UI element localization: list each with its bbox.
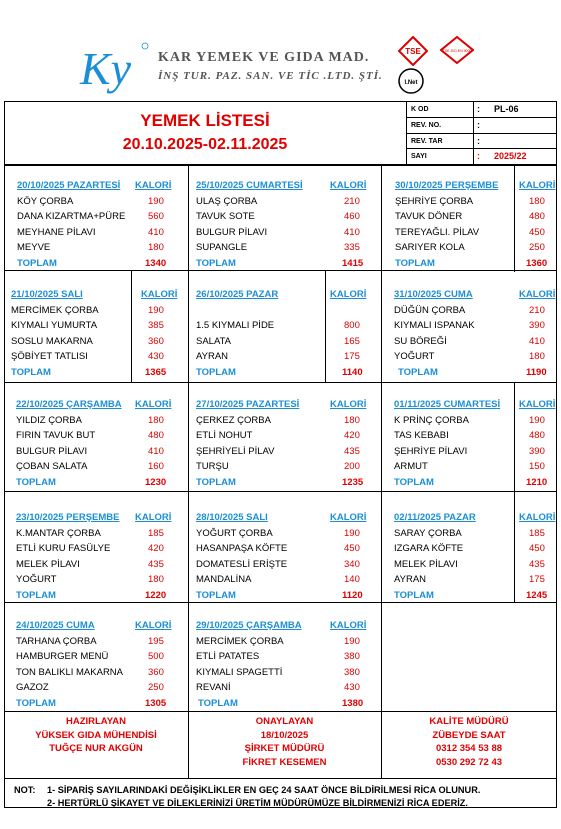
- menu-item-calorie: 150: [529, 461, 545, 472]
- menu-item: ETLİ PATATES: [196, 651, 260, 662]
- menu-item-calorie: 560: [148, 211, 164, 222]
- rev-date-colon: :: [477, 136, 480, 146]
- menu-item: MELEK PİLAVI: [16, 558, 80, 570]
- total-calorie: 1230: [145, 476, 167, 488]
- menu-item-calorie: 430: [344, 682, 360, 693]
- calorie-header: KALORİ: [135, 180, 172, 191]
- menu-item-calorie: 410: [344, 226, 360, 238]
- menu-item-calorie: 460: [344, 211, 360, 222]
- rev-date-label: REV. TAR: [411, 138, 443, 145]
- day-header: 01/11/2025 CUMARTESİ: [394, 399, 501, 410]
- menu-item: REVANİ: [196, 682, 231, 693]
- quality-title: KALİTE MÜDÜRÜ: [429, 716, 509, 727]
- company-logo: [78, 38, 150, 96]
- day-header: 30/10/2025 PERŞEMBE: [395, 180, 499, 191]
- menu-item: TURŞU: [196, 461, 229, 472]
- approved-role: ŞİRKET MÜDÜRÜ: [244, 743, 325, 754]
- menu-item: TAVUK DÖNER: [395, 211, 463, 222]
- menu-item-calorie: 410: [529, 335, 545, 347]
- menu-item-calorie: 480: [529, 211, 545, 222]
- calorie-header: KALORİ: [519, 289, 556, 300]
- rev-no-label: REV. NO.: [411, 122, 442, 129]
- menu-item: YILDIZ ÇORBA: [16, 414, 82, 426]
- total-calorie: 1140: [342, 366, 363, 378]
- menu-item-calorie: 175: [344, 351, 360, 362]
- menu-item: HAMBURGER MENÜ: [16, 651, 109, 662]
- date-range: 20.10.2025-02.11.2025: [122, 136, 288, 153]
- menu-item-calorie: 480: [529, 430, 545, 441]
- calorie-header: KALORİ: [330, 512, 367, 523]
- quality-manager-block: [381, 715, 557, 769]
- day-header: 21/10/2025 SALI: [11, 289, 83, 300]
- menu-item: YOĞURT: [16, 574, 57, 585]
- menu-item-calorie: 210: [529, 304, 545, 316]
- total-calorie: 1190: [526, 366, 547, 378]
- day-header: 24/10/2025 CUMA: [16, 620, 95, 631]
- iso-text: TSE-ISO-EN 9000: [442, 49, 472, 53]
- total-label: TOPLAM: [394, 589, 434, 601]
- menu-item: BULGUR PİLAVI: [196, 226, 268, 238]
- menu-item: HASANPAŞA KÖFTE: [196, 543, 288, 554]
- company-name: KAR YEMEK VE GIDA MAD.: [158, 50, 370, 65]
- day-header: 23/10/2025 PERŞEMBE: [16, 512, 120, 523]
- total-label: TOPLAM: [16, 697, 56, 709]
- inet-text: I.Net: [404, 80, 418, 86]
- iso-certificate-icon: [440, 36, 474, 64]
- menu-item-calorie: 450: [529, 226, 545, 238]
- total-calorie: 1235: [342, 476, 364, 488]
- menu-item-calorie: 480: [148, 430, 164, 441]
- total-calorie: 1365: [145, 366, 167, 378]
- menu-item-calorie: 380: [344, 666, 360, 678]
- day-header: 28/10/2025 SALI: [196, 512, 268, 523]
- tse-certificate-icon: [398, 36, 428, 66]
- page-title: YEMEK LİSTESİ: [140, 111, 270, 130]
- total-label: TOPLAM: [16, 589, 56, 601]
- menu-item: KIYMALI YUMURTA: [11, 320, 98, 331]
- menu-item-calorie: 250: [529, 242, 545, 253]
- menu-item-calorie: 420: [344, 430, 360, 441]
- total-label: TOPLAM: [196, 476, 236, 488]
- menu-item-calorie: 430: [148, 351, 164, 362]
- menu-item-calorie: 360: [148, 666, 164, 678]
- menu-item: TAVUK SOTE: [196, 211, 255, 222]
- menu-item: ÇOBAN SALATA: [16, 461, 88, 472]
- menu-item-calorie: 165: [344, 335, 360, 347]
- menu-item: ŞEHRİYE PİLAVI: [394, 445, 468, 457]
- notes-label: NOT:: [14, 785, 36, 795]
- calorie-header: KALORİ: [519, 512, 556, 523]
- menu-item: ETLİ KURU FASÜLYE: [16, 543, 111, 554]
- quality-phone-1: 0312 354 53 88: [435, 743, 503, 754]
- menu-item: SOSLU MAKARNA: [11, 335, 93, 347]
- menu-item-calorie: 190: [344, 527, 360, 539]
- menu-item-calorie: 185: [529, 527, 545, 539]
- menu-item: ŞEHRİYE ÇORBA: [395, 195, 474, 207]
- calorie-header: KALORİ: [330, 289, 367, 300]
- approved-by-block: [188, 715, 381, 769]
- menu-item: 1.5 KIYMALI PİDE: [196, 320, 275, 331]
- menu-item: SARIYER KOLA: [395, 242, 465, 253]
- menu-item: YOĞURT ÇORBA: [196, 527, 273, 539]
- menu-item-calorie: 190: [344, 635, 360, 647]
- day-header: 29/10/2025 ÇARŞAMBA: [196, 620, 302, 631]
- menu-item-calorie: 450: [344, 543, 360, 554]
- menu-item-calorie: 210: [344, 195, 360, 207]
- prepared-name: TUĞÇE NUR AKGÜN: [49, 743, 143, 754]
- day-header: 22/10/2025 ÇARŞAMBA: [16, 399, 122, 410]
- menu-item: IZGARA KÖFTE: [394, 543, 464, 554]
- menu-item-calorie: 435: [529, 558, 545, 570]
- menu-item: BULGUR PİLAVI: [16, 445, 88, 457]
- menu-item-calorie: 190: [148, 195, 164, 207]
- menu-item: K.MANTAR ÇORBA: [16, 527, 101, 539]
- menu-item-calorie: 335: [344, 242, 360, 253]
- menu-item-calorie: 180: [344, 414, 360, 426]
- menu-item-calorie: 420: [148, 543, 164, 554]
- total-label: TOPLAM: [196, 257, 236, 269]
- total-calorie: 1380: [342, 697, 364, 709]
- menu-item: ULAŞ ÇORBA: [196, 195, 258, 207]
- total-calorie: 1120: [342, 589, 363, 601]
- menu-item: MEYHANE PİLAVI: [17, 226, 96, 238]
- menu-item: K PRİNÇ ÇORBA: [394, 414, 469, 426]
- tse-text: TSE: [405, 47, 421, 56]
- menu-item-calorie: 385: [148, 320, 164, 331]
- menu-item-calorie: 190: [148, 304, 164, 316]
- calorie-header: KALORİ: [135, 512, 172, 523]
- rev-no-colon: :: [477, 120, 480, 130]
- day-header: 25/10/2025 CUMARTESİ: [196, 180, 303, 191]
- menu-item: MERCİMEK ÇORBA: [196, 635, 284, 647]
- menu-item: SUPANGLE: [196, 242, 248, 253]
- menu-item-calorie: 180: [148, 574, 164, 585]
- menu-item: SU BÖREĞİ: [394, 335, 447, 347]
- total-calorie: 1340: [145, 257, 167, 269]
- menu-item: KIYMALI SPAGETTİ: [196, 666, 283, 678]
- menu-item-calorie: 160: [148, 461, 164, 472]
- calorie-header: KALORİ: [330, 399, 367, 410]
- menu-item: SARAY ÇORBA: [394, 527, 462, 539]
- menu-item: DANA KIZARTMA+PÜRE: [17, 211, 126, 222]
- menu-item: ŞEHRİYELİ PİLAV: [196, 445, 275, 457]
- menu-item-calorie: 800: [344, 320, 360, 331]
- menu-item: SALATA: [196, 335, 232, 347]
- menu-item: DOMATESLİ ERİŞTE: [196, 558, 288, 570]
- total-label: TOPLAM: [17, 257, 57, 269]
- menu-item: TON BALIKLI MAKARNA: [16, 666, 123, 678]
- note-line-1: 1- SİPARİŞ SAYILARINDAKİ DEĞİŞİKLİKLER EN GEÇ 24 SAAT ÖNCE BİLDİRİLMESİ RİCA OLUNUR.: [47, 785, 481, 795]
- total-label: TOPLAM: [11, 366, 51, 378]
- menu-item-calorie: 410: [148, 445, 164, 457]
- menu-item: DÜĞÜN ÇORBA: [394, 304, 466, 316]
- menu-item-calorie: 390: [529, 445, 545, 457]
- menu-item: AYRAN: [196, 351, 229, 362]
- menu-item-calorie: 410: [148, 226, 164, 238]
- inet-certificate-icon: [398, 68, 424, 94]
- menu-item: MELEK PİLAVI: [394, 558, 458, 570]
- calorie-header: KALORİ: [330, 620, 367, 631]
- approved-name: FİKRET KESEMEN: [242, 756, 327, 768]
- total-calorie: 1220: [145, 589, 167, 601]
- issue-number-colon: :: [477, 151, 480, 161]
- total-label: TOPLAM: [16, 476, 56, 488]
- menu-item-calorie: 435: [344, 445, 360, 457]
- menu-item-calorie: 180: [148, 242, 164, 253]
- total-label: TOPLAM: [196, 589, 236, 601]
- prepared-by-block: [4, 715, 188, 756]
- doc-code-label: K OD: [411, 106, 429, 113]
- quality-phone-2: 0530 292 72 43: [435, 756, 503, 768]
- total-label: TOPLAM: [394, 476, 434, 488]
- menu-item-calorie: 435: [148, 558, 164, 570]
- day-header: 27/10/2025 PAZARTESİ: [196, 399, 300, 410]
- total-label: TOPLAM: [198, 697, 238, 709]
- doc-code-value: PL-06: [494, 104, 519, 114]
- calorie-header: KALORİ: [330, 180, 367, 191]
- total-calorie: 1415: [342, 257, 364, 269]
- logo-text: Ky: [80, 43, 132, 94]
- company-legal-name: İNŞ TUR. PAZ. SAN. VE TİC .LTD. ŞTİ.: [158, 70, 383, 82]
- note-line-2: 2- HERTÜRLÜ ŞİKAYET VE DİLEKLERİNİZİ ÜRETİM MÜDÜRÜMÜZE BİLDİRMENİZİ RİCA EDERİZ.: [47, 798, 468, 808]
- menu-item-calorie: 195: [148, 635, 164, 647]
- approved-date: 18/10/2025: [260, 729, 309, 741]
- issue-number-value: 2025/22: [494, 151, 527, 161]
- total-calorie: 1305: [145, 697, 167, 709]
- total-label: TOPLAM: [196, 366, 236, 378]
- menu-item-calorie: 180: [529, 195, 545, 207]
- menu-item: ŞÖBİYET TATLISI: [11, 351, 88, 362]
- menu-item: MERCİMEK ÇORBA: [11, 304, 99, 316]
- menu-item: KIYMALI ISPANAK: [394, 320, 475, 331]
- calorie-header: KALORİ: [135, 399, 172, 410]
- menu-item-calorie: 250: [148, 682, 164, 693]
- calorie-header: KALORİ: [141, 289, 178, 300]
- menu-item: ARMUT: [394, 461, 428, 472]
- total-label: TOPLAM: [395, 257, 435, 269]
- menu-item-calorie: 500: [148, 651, 164, 662]
- menu-item: MEYVE: [17, 242, 51, 253]
- menu-item-calorie: 200: [344, 461, 360, 472]
- quality-name: ZÜBEYDE SAAT: [432, 729, 506, 741]
- menu-item: YOĞURT: [394, 351, 435, 362]
- menu-item-calorie: 190: [529, 414, 545, 426]
- menu-item-calorie: 180: [148, 414, 164, 426]
- menu-item: ETLİ NOHUT: [196, 430, 253, 441]
- menu-item-calorie: 450: [529, 543, 545, 554]
- doc-code-colon: :: [477, 104, 480, 114]
- day-header: 31/10/2025 CUMA: [394, 289, 473, 300]
- issue-number-label: SAYI: [411, 153, 427, 160]
- menu-item: TARHANA ÇORBA: [16, 635, 97, 647]
- menu-item-calorie: 140: [344, 574, 360, 585]
- menu-item: AYRAN: [394, 574, 427, 585]
- menu-item: MANDALİNA: [196, 574, 252, 585]
- menu-item-calorie: 390: [529, 320, 545, 331]
- day-header: 02/11/2025 PAZAR: [394, 512, 476, 523]
- menu-item-calorie: 360: [148, 335, 164, 347]
- prepared-role: YÜKSEK GIDA MÜHENDİSİ: [35, 729, 157, 741]
- calorie-header: KALORİ: [519, 399, 556, 410]
- menu-item-calorie: 180: [529, 351, 545, 362]
- menu-item: FIRIN TAVUK BUT: [16, 430, 96, 441]
- menu-item-calorie: 340: [344, 558, 360, 570]
- day-header: 20/10/2025 PAZARTESİ: [17, 180, 121, 191]
- total-calorie: 1360: [526, 257, 548, 269]
- day-header: 26/10/2025 PAZAR: [196, 289, 279, 300]
- prepared-title: HAZIRLAYAN: [65, 716, 126, 727]
- total-calorie: 1210: [526, 476, 548, 488]
- menu-item: KÖY ÇORBA: [17, 195, 74, 207]
- approved-title: ONAYLAYAN: [255, 716, 314, 727]
- menu-item-calorie: 175: [529, 574, 545, 585]
- menu-item: TEREYAĞLI. PİLAV: [395, 226, 480, 238]
- calorie-header: KALORİ: [135, 620, 172, 631]
- calorie-header: KALORİ: [519, 180, 556, 191]
- total-calorie: 1245: [526, 589, 548, 601]
- menu-item: ÇERKEZ ÇORBA: [196, 414, 271, 426]
- menu-item: TAS KEBABI: [394, 430, 449, 441]
- menu-item-calorie: 185: [148, 527, 164, 539]
- menu-item-calorie: 380: [344, 651, 360, 662]
- total-label: TOPLAM: [398, 366, 438, 378]
- menu-item: GAZOZ: [16, 682, 49, 693]
